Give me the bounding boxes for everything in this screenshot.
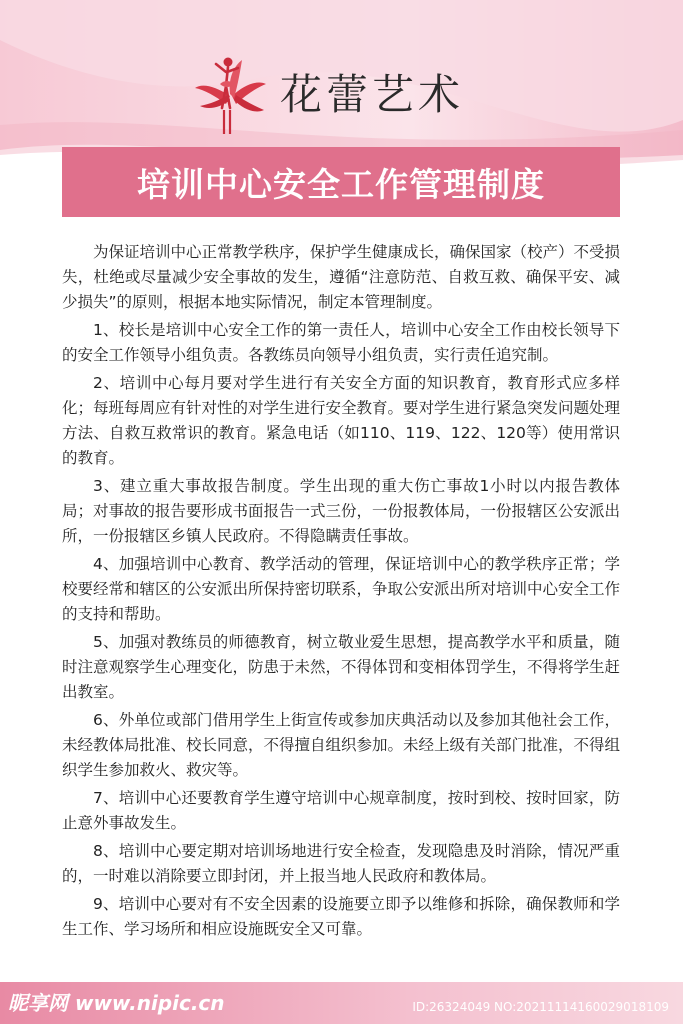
rule-item-6: 6、外单位或部门借用学生上街宣传或参加庆典活动以及参加其他社会工作，未经教体局批准、校长同意，不得擅自组织参加。未经上级有关部门批准，不得组织学生参加救火、救灾等。 xyxy=(62,710,621,779)
title-banner xyxy=(62,147,620,217)
rule-item-8: 8、培训中心要定期对培训场地进行安全检查，发现隐患及时消除，情况严重的，一时难以消除要立即封闭，并上报当地人民政府和教体局。 xyxy=(62,842,620,885)
page-title: 培训中心安全工作管理制度 xyxy=(137,164,545,204)
regulation-body xyxy=(62,240,620,945)
brand-name: 花蕾艺术 xyxy=(280,70,465,119)
watermark-text: 昵享网 www.nipic.cn xyxy=(8,991,225,1015)
rule-item-1: 1、校长是培训中心安全工作的第一责任人，培训中心安全工作由校长领导下的安全工作领导小组负责。各教练员向领导小组负责，实行责任追究制。 xyxy=(62,320,620,364)
rule-item-5: 5、加强对教练员的师德教育，树立敬业爱生思想，提高教学水平和质量，随时注意观察学生心理变化，防患于未然，不得体罚和变相体罚学生，不得将学生赶出教室。 xyxy=(62,632,621,701)
rule-item-4: 4、加强培训中心教育、教学活动的管理，保证培训中心的教学秩序正常；学校要经常和辖区的公安派出所保持密切联系，争取公安派出所对培训中心安全工作的支持和帮助。 xyxy=(62,554,621,623)
dancer-lily-logo-icon xyxy=(190,48,270,138)
image-id-text: ID:26324049 NO:20211114160029018109 xyxy=(412,1000,669,1014)
rule-item-7: 7、培训中心还要教育学生遵守培训中心规章制度，按时到校、按时回家，防止意外事故发生。 xyxy=(62,788,620,832)
rule-item-9: 9、培训中心要对有不安全因素的设施要立即予以维修和拆除，确保教师和学生工作、学习场所和相应设施既安全又可靠。 xyxy=(62,895,620,939)
rule-item-2: 2、培训中心每月要对学生进行有关安全方面的知识教育，教育形式应多样化；每班每周应有针对性的对学生进行安全教育。要对学生进行紧急突发问题处理方法、自救互救常识的教育。紧急电话（如110、119、122、120等）使用常识的教育。 xyxy=(62,374,621,467)
rule-item-3: 3、建立重大事故报告制度。学生出现的重大伤亡事故1小时以内报告教体局；对事故的报告要形成书面报告一式三份，一份报教体局，一份报辖区公安派出所，一份报辖区乡镇人民政府。不得隐瞒责任事故。 xyxy=(62,476,621,545)
intro-paragraph: 为保证培训中心正常教学秩序，保护学生健康成长，确保国家（校产）不受损失，杜绝或尽量减少安全事故的发生，遵循“注意防范、自救互救、确保平安、减少损失”的原则，根据本地实际情况，制定本管理制度。 xyxy=(62,243,621,311)
